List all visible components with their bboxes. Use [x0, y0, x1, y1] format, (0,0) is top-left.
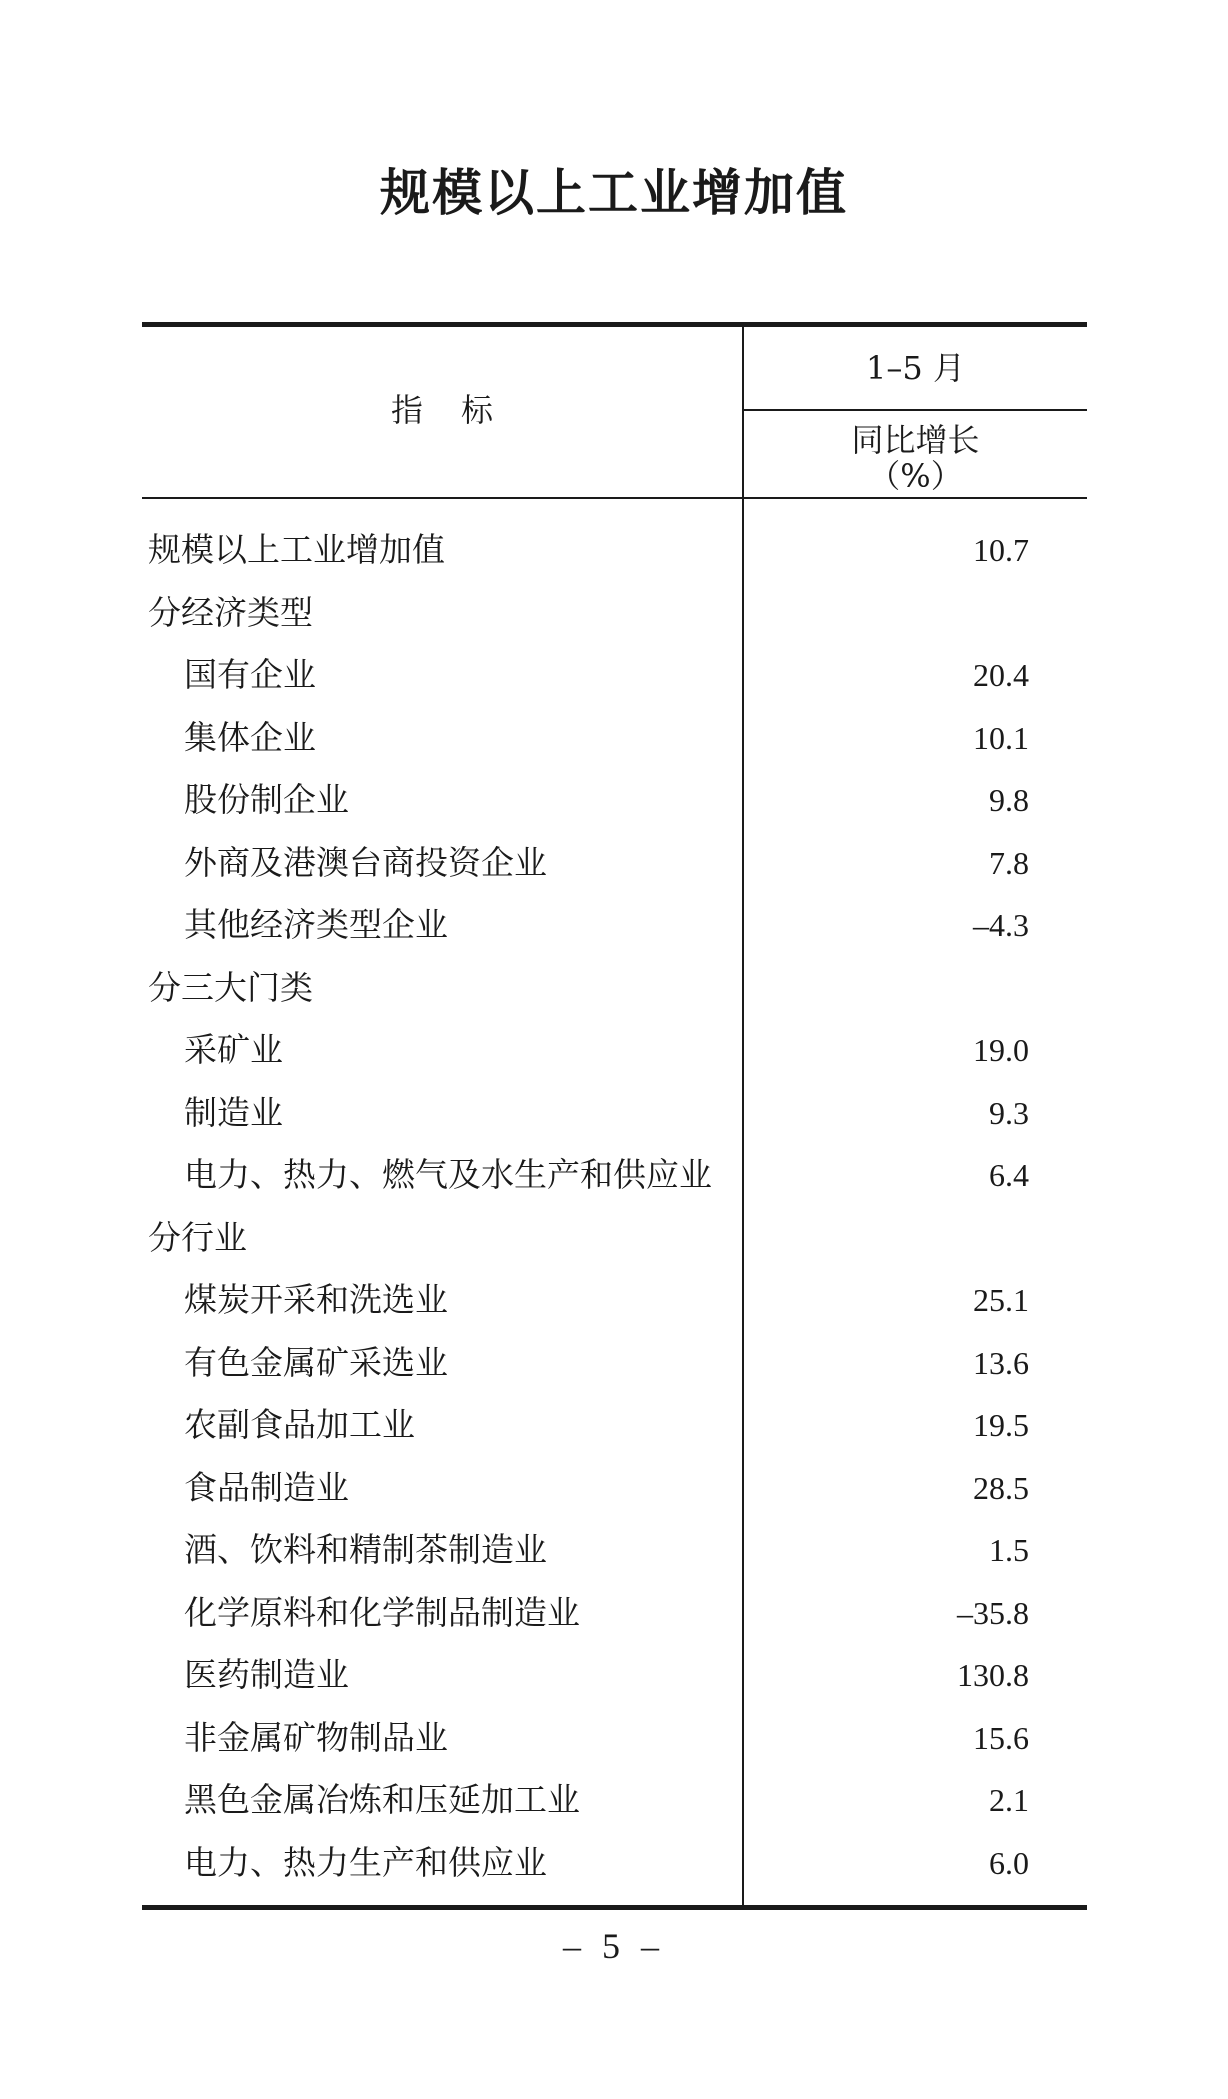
- row-value: –35.8: [957, 1594, 1029, 1631]
- table-row: [142, 837, 1087, 900]
- row-label: 食品制造业: [184, 1467, 349, 1507]
- row-label: 股份制企业: [184, 780, 349, 819]
- row-value: 10.1: [973, 719, 1029, 756]
- header-period: 1–5 月: [866, 349, 965, 387]
- table-row: [142, 899, 1087, 962]
- row-label: 煤炭开采和洗选业: [184, 1280, 448, 1319]
- data-table: [142, 322, 1087, 1912]
- row-label: 分经济类型: [148, 592, 313, 632]
- row-value: 7.8: [989, 844, 1029, 881]
- table-row: [142, 1462, 1087, 1525]
- row-label: 非金属矿物制品业: [184, 1717, 448, 1757]
- row-label: 采矿业: [184, 1030, 283, 1069]
- row-label: 电力、热力、燃气及水生产和供应业: [184, 1155, 712, 1194]
- row-value: 9.3: [989, 1094, 1029, 1131]
- table-row: [142, 1587, 1087, 1650]
- row-label: 农副食品加工业: [184, 1405, 415, 1444]
- header-bottom-rule: [142, 497, 1087, 499]
- header-sub-rule: [744, 409, 1087, 411]
- row-label: 外商及港澳台商投资企业: [184, 842, 547, 882]
- page-number: – 5 –: [563, 1926, 665, 1966]
- row-label: 有色金属矿采选业: [184, 1342, 448, 1382]
- row-label: 医药制造业: [184, 1655, 349, 1694]
- row-value: 6.0: [989, 1844, 1029, 1881]
- table-row: [142, 1337, 1087, 1400]
- header-growth-label: 同比增长: [851, 421, 980, 459]
- row-label: 电力、热力生产和供应业: [184, 1842, 547, 1882]
- page-title: 规模以上工业增加值: [380, 164, 848, 222]
- row-label: 规模以上工业增加值: [148, 530, 445, 569]
- header-indicator: 指标: [390, 391, 531, 429]
- table-row: [142, 1712, 1087, 1775]
- table-row: [142, 1024, 1087, 1087]
- table-row: [142, 1212, 1087, 1275]
- table-row: [142, 587, 1087, 650]
- table-row: [142, 1774, 1087, 1837]
- row-label: 集体企业: [184, 717, 316, 757]
- row-value: 9.8: [989, 782, 1029, 818]
- row-value: 130.8: [957, 1657, 1029, 1693]
- row-label: 国有企业: [184, 655, 316, 694]
- row-label: 黑色金属冶炼和压延加工业: [184, 1780, 580, 1819]
- table-row: [142, 962, 1087, 1025]
- row-value: 19.0: [973, 1032, 1029, 1068]
- table-row: [142, 1524, 1087, 1587]
- row-value: 10.7: [973, 532, 1029, 568]
- table-body: [142, 524, 1087, 1899]
- header-growth: [744, 422, 1087, 494]
- row-value: 25.1: [973, 1282, 1029, 1318]
- row-value: 6.4: [989, 1157, 1029, 1193]
- row-value: 19.5: [973, 1407, 1029, 1443]
- row-label: 其他经济类型企业: [184, 905, 448, 944]
- row-value: 2.1: [989, 1782, 1029, 1818]
- table-bottom-rule: [142, 1905, 1087, 1910]
- table-row: [142, 524, 1087, 587]
- table-row: [142, 712, 1087, 775]
- row-value: 28.5: [973, 1469, 1029, 1506]
- table-row: [142, 1837, 1087, 1900]
- row-value: –4.3: [973, 907, 1029, 943]
- table-top-rule: [142, 322, 1087, 327]
- row-label: 化学原料和化学制品制造业: [184, 1592, 580, 1632]
- row-value: 13.6: [973, 1344, 1029, 1381]
- table-row: [142, 1649, 1087, 1712]
- row-value: 15.6: [973, 1719, 1029, 1756]
- table-row: [142, 774, 1087, 837]
- table-row: [142, 1087, 1087, 1150]
- table-row: [142, 649, 1087, 712]
- row-label: 制造业: [184, 1092, 283, 1132]
- header-growth-unit: （%）: [868, 457, 963, 495]
- row-value: 20.4: [973, 657, 1029, 693]
- table-row: [142, 1274, 1087, 1337]
- table-row: [142, 1399, 1087, 1462]
- row-label: 分三大门类: [148, 967, 313, 1007]
- table-row: [142, 1149, 1087, 1212]
- row-label: 分行业: [148, 1217, 247, 1257]
- row-label: 酒、饮料和精制茶制造业: [184, 1530, 547, 1569]
- row-value: 1.5: [989, 1532, 1029, 1568]
